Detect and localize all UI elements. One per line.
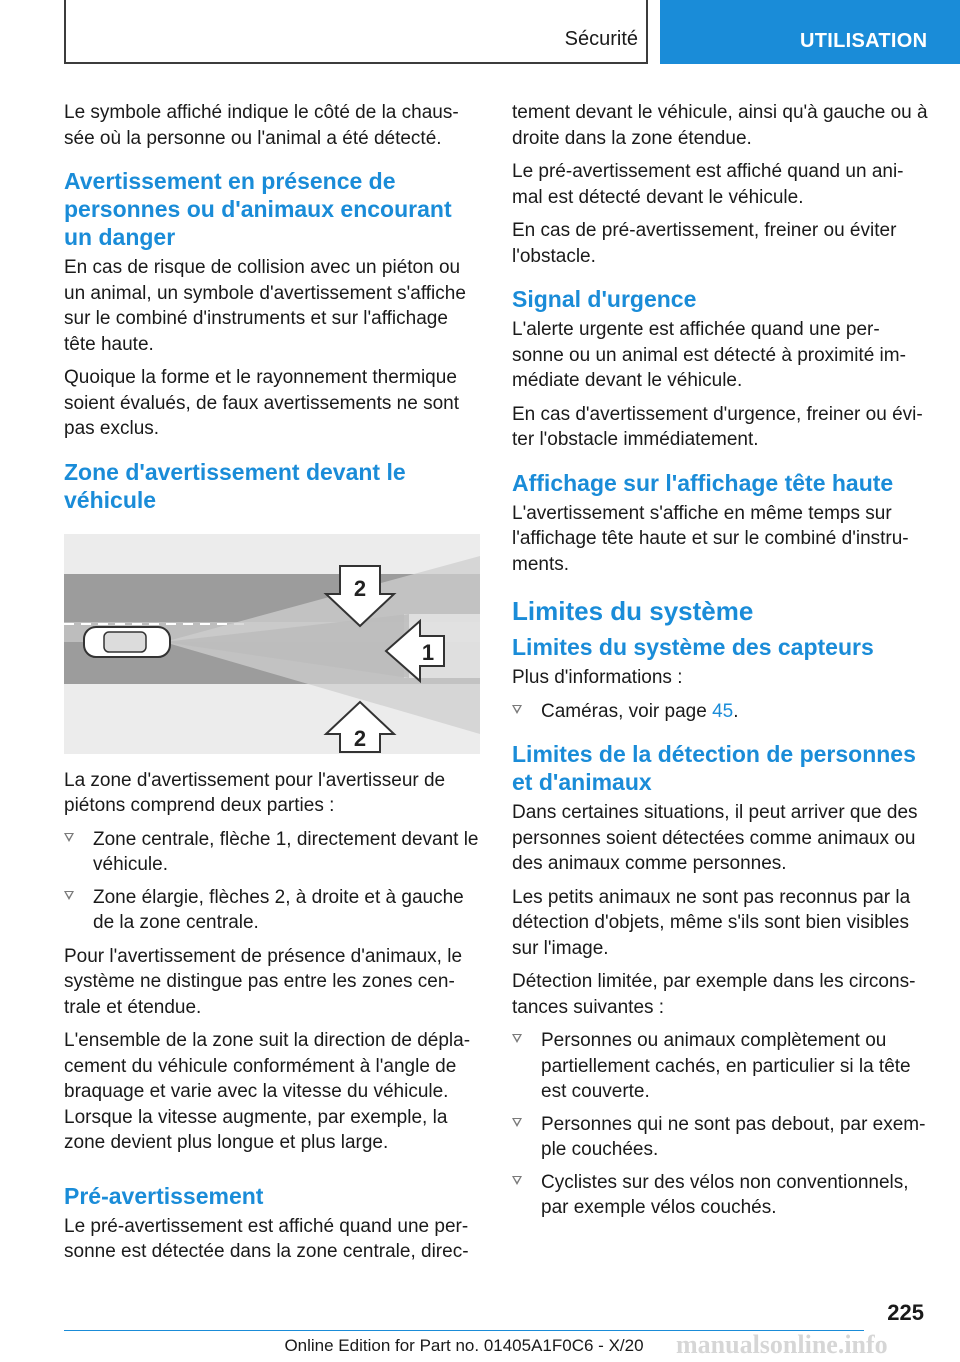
heading-detection-limits: Limites de la détection de personnes et d'animaux [512, 741, 916, 795]
list-item: Zone centrale, flèche 1, directement devant le véhicule. [64, 827, 482, 878]
bullet-list [512, 1028, 930, 1221]
heading-system-limits: Limites du système [512, 596, 754, 626]
arrow-label: 2 [353, 725, 367, 751]
paragraph: La zone d'avertissement pour l'avertisseur de piétons comprend deux parties : [64, 769, 446, 816]
list-item: Zone élargie, flèches 2, à droite et à gauche de la zone centrale. [64, 885, 482, 936]
right-column [512, 100, 930, 1229]
paragraph: L'avertissement s'affiche en même temps sur l'affichage tête haute et sur le combiné d'instru-ments. [512, 502, 909, 575]
heading-sensor-limits: Limites du système des capteurs [512, 634, 874, 660]
paragraph: Détection limitée, par exemple dans les circons-tances suivantes : [512, 971, 916, 1018]
heading-danger-warning: Avertissement en présence de personnes ou d'animaux encourant un danger [64, 168, 452, 250]
paragraph: Plus d'informations : [512, 667, 683, 688]
heading-hud-display: Affichage sur l'affichage tête haute [512, 469, 894, 496]
page-number: 225 [887, 1300, 924, 1325]
list-item: Personnes ou animaux complètement ou partiellement cachés, en particulier si la tête est couverte. [512, 1028, 930, 1105]
paragraph: Dans certaines situations, il peut arriver que des personnes soient détectées comme animaux ou des animaux comme personnes. [512, 802, 918, 874]
header-section-box [64, 0, 648, 64]
car-icon [84, 627, 170, 657]
triangle-bullet-icon [64, 891, 74, 900]
chapter-title: UTILISATION [800, 30, 928, 52]
warning-zone-figure [64, 534, 480, 754]
bullet-list [64, 827, 482, 936]
list-item: Cyclistes sur des vélos non conventionnels, par exemple vélos couchés. [512, 1170, 930, 1221]
heading-pre-warning: Pré-avertissement [64, 1182, 264, 1209]
paragraph: Pour l'avertissement de présence d'animaux, le système ne distingue pas entre les zones cen-trale et étendue. [64, 945, 463, 1018]
bullet-list [512, 699, 930, 725]
paragraph: En cas d'avertissement d'urgence, freiner ou évi-ter l'obstacle immédiatement. [512, 403, 923, 450]
paragraph: Quoique la forme et le rayonnement thermique soient évalués, de faux avertissements ne sont pas exclus. [64, 367, 460, 439]
paragraph: En cas de risque de collision avec un piéton ou un animal, un symbole d'avertissement s'affiche sur le combiné d'instruments et sur l'affichage tête haute. [64, 257, 466, 355]
triangle-bullet-icon [512, 1034, 522, 1043]
arrow-label: 1 [421, 639, 435, 665]
triangle-bullet-icon [512, 1176, 522, 1185]
watermark: manualsonline.info [676, 1330, 888, 1359]
paragraph: En cas de pré-avertissement, freiner ou éviter l'obstacle. [512, 220, 897, 267]
list-item: Personnes qui ne sont pas debout, par exem-ple couchées. [512, 1112, 930, 1163]
section-title: Sécurité [564, 28, 638, 50]
header-chapter-box [660, 0, 960, 64]
triangle-bullet-icon [512, 1118, 522, 1127]
footer-edition: Online Edition for Part no. 01405A1F0C6 - X/20 [284, 1336, 644, 1355]
paragraph: Le pré-avertissement est affiché quand un ani-mal est détecté devant le véhicule. [512, 161, 904, 208]
paragraph: L'ensemble de la zone suit la direction de dépla-cement du véhicule conformément à l'angle de braquage et varie avec la vitesse du véhicule. Lorsque la vitesse augmente, par exemple, la zone devient plus longue et plus large. [64, 1030, 471, 1153]
paragraph: Le pré-avertissement est affiché quand une per-sonne est détectée dans la zone centrale, direc- [64, 1215, 469, 1262]
paragraph: Les petits animaux ne sont pas reconnus par la détection d'objets, même s'ils sont bien visibles sur l'image. [512, 886, 911, 959]
arrow-label: 2 [353, 575, 367, 601]
triangle-bullet-icon [512, 705, 522, 714]
paragraph: L'alerte urgente est affichée quand une per-sonne ou un animal est détecté à proximité im-médiate devant le véhicule. [512, 319, 906, 391]
heading-warning-zone: Zone d'avertissement devant le véhicule [64, 458, 406, 513]
heading-emergency-signal: Signal d'urgence [512, 286, 697, 312]
paragraph: Le symbole affiché indique le côté de la chaus-sée où la personne ou l'animal a été détecté. [64, 102, 459, 149]
paragraph: tement devant le véhicule, ainsi qu'à gauche ou à droite dans la zone étendue. [512, 102, 928, 149]
page-link-45[interactable]: 45 [712, 700, 734, 722]
list-item: Caméras, voir page 45. [512, 699, 930, 725]
triangle-bullet-icon [64, 833, 74, 842]
left-column [64, 100, 482, 1273]
